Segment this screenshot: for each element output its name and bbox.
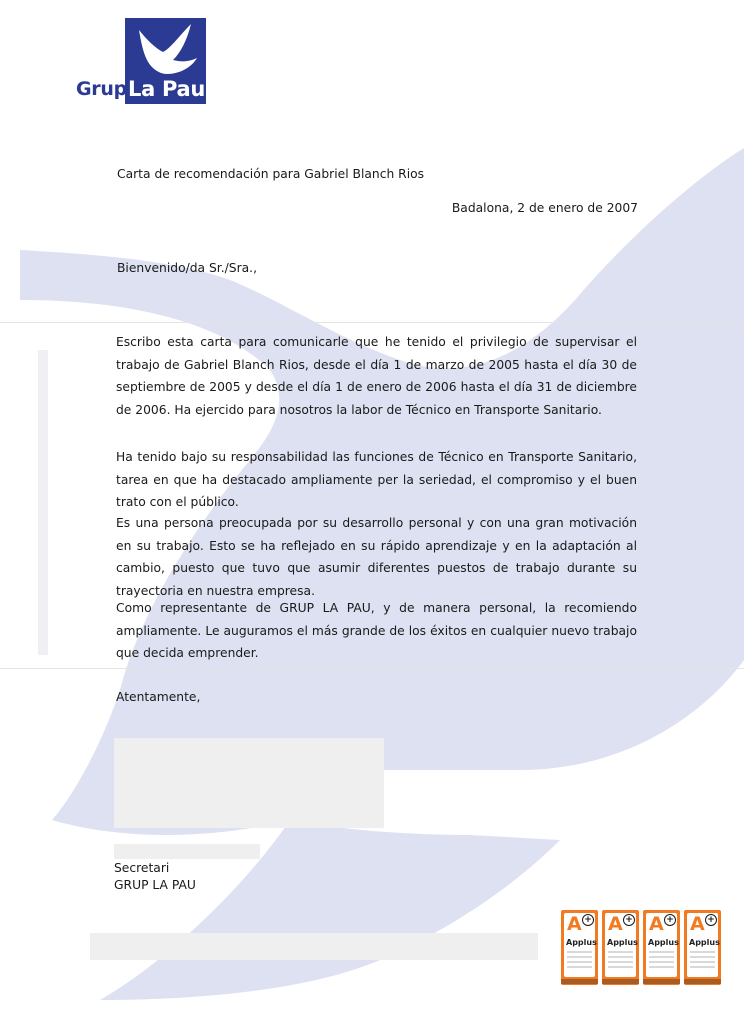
certification-badge bbox=[561, 910, 598, 985]
plus-circle-icon: + bbox=[582, 914, 594, 926]
letter-greeting: Bienvenido/da Sr./Sra., bbox=[117, 261, 257, 275]
plus-circle-icon: + bbox=[664, 914, 676, 926]
signature-organization: GRUP LA PAU bbox=[114, 878, 196, 892]
letter-subject: Carta de recomendación para Gabriel Blanch Rios bbox=[117, 167, 425, 181]
company-logo bbox=[76, 18, 206, 106]
certification-badge bbox=[602, 910, 639, 985]
badge-text-lines bbox=[649, 951, 674, 971]
scan-edge-shadow bbox=[38, 350, 48, 655]
letter-paragraph: Escribo esta carta para comunicarle que he tenido el privilegio de supervisar el trabajo de Gabriel Blanch Rios, desde el día 1 de marzo de 2005 hasta el día 30 de septiembre de 2005 y desde el día 1 de enero de 2006 hasta el día 31 de diciembre de 2006. Ha ejercido para nosotros la labor de Técnico en Transporte Sanitario. bbox=[116, 335, 637, 417]
badge-card bbox=[605, 913, 636, 977]
badge-footer-strip bbox=[602, 979, 639, 984]
badge-brand: Applus bbox=[607, 938, 638, 947]
signature-role: Secretari bbox=[114, 861, 170, 875]
letter-date: Badalona, 2 de enero de 2007 bbox=[451, 201, 638, 215]
badge-card bbox=[646, 913, 677, 977]
badge-brand: Applus bbox=[648, 938, 679, 947]
badge-footer-strip bbox=[684, 979, 721, 984]
badge-text-lines bbox=[690, 951, 715, 971]
badge-letter: A bbox=[608, 913, 623, 935]
plus-circle-icon: + bbox=[705, 914, 717, 926]
badge-footer-strip bbox=[643, 979, 680, 984]
badge-letter: A bbox=[690, 913, 705, 935]
plus-circle-icon: + bbox=[623, 914, 635, 926]
badge-brand: Applus bbox=[689, 938, 720, 947]
letter-closing: Atentamente, bbox=[116, 690, 201, 704]
certification-badge bbox=[643, 910, 680, 985]
badge-text-lines bbox=[567, 951, 592, 971]
letter-paragraph: Es una persona preocupada por su desarrollo personal y con una gran motivación en su trabajo. Esto se ha reflejado en su rápido aprendizaje y en la adaptación al cambio, puesto que tuvo que asumir diferentes puestos de trabajo durante su trayectoria en nuestra empresa. bbox=[116, 516, 637, 598]
badge-letter: A bbox=[649, 913, 664, 935]
letter-paragraph: Como representante de GRUP LA PAU, y de manera personal, la recomiendo ampliamente. Le auguramos el más grande de los éxitos en cualquier nuevo trabajo que decida emprender. bbox=[116, 601, 637, 660]
badge-brand: Applus bbox=[566, 938, 597, 947]
certification-badges bbox=[561, 910, 723, 985]
badge-text-lines bbox=[608, 951, 633, 971]
badge-card bbox=[564, 913, 595, 977]
redacted-signature bbox=[114, 738, 384, 828]
logo-name: La Pau bbox=[128, 77, 206, 101]
redacted-footer-address bbox=[90, 933, 538, 960]
letter-paragraph: Ha tenido bajo su responsabilidad las funciones de Técnico en Transporte Sanitario, tarea en que ha destacado ampliamente per la seriedad, el compromiso y el buen trato con el público. bbox=[116, 450, 637, 509]
badge-card bbox=[687, 913, 718, 977]
certification-badge bbox=[684, 910, 721, 985]
redacted-signer-name bbox=[114, 844, 260, 859]
badge-letter: A bbox=[567, 913, 582, 935]
badge-footer-strip bbox=[561, 979, 598, 984]
paper-fold-line bbox=[0, 668, 744, 669]
paper-fold-line bbox=[0, 322, 744, 323]
logo-prefix: Grup bbox=[76, 78, 127, 100]
